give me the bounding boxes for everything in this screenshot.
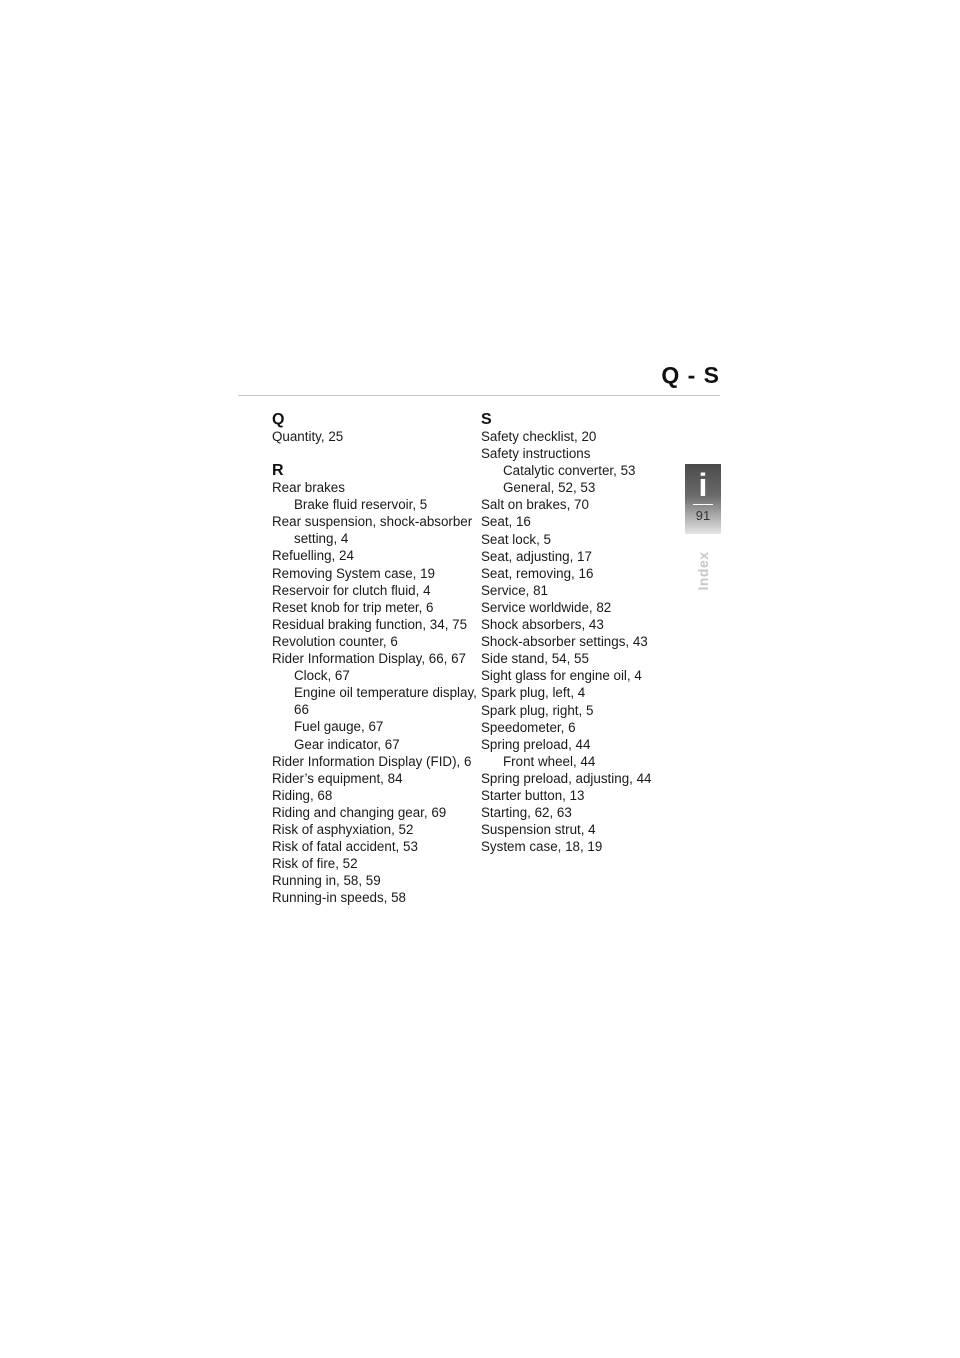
index-entry: Sight glass for engine oil, 4 bbox=[481, 668, 642, 684]
index-entry: Spark plug, left, 4 bbox=[481, 685, 586, 701]
index-subentry: Gear indicator, 67 bbox=[294, 736, 400, 752]
index-entry-continuation: setting, 4 bbox=[294, 531, 349, 547]
index-entry: Rider’s equipment, 84 bbox=[272, 770, 403, 786]
index-entry: Safety checklist, 20 bbox=[481, 429, 597, 444]
index-entry: System case, 18, 19 bbox=[481, 839, 603, 855]
index-entry: Risk of fire, 52 bbox=[272, 856, 358, 872]
index-entry: Risk of fatal accident, 53 bbox=[272, 839, 418, 855]
index-subentry: Fuel gauge, 67 bbox=[294, 719, 384, 735]
index-subentry: Catalytic converter, 53 bbox=[503, 463, 636, 479]
index-entry: Safety instructions bbox=[481, 446, 591, 462]
index-entry: Seat, adjusting, 17 bbox=[481, 548, 592, 564]
page-title: Q - S bbox=[661, 362, 720, 388]
index-entry: Removing System case, 19 bbox=[272, 565, 435, 581]
index-entry: Spring preload, adjusting, 44 bbox=[481, 770, 652, 786]
index-entry: Running-in speeds, 58 bbox=[272, 890, 406, 906]
page-number: 91 bbox=[695, 508, 711, 523]
index-subentry-continuation: 66 bbox=[294, 702, 309, 718]
info-icon: i bbox=[698, 467, 708, 503]
index-entry: Riding and changing gear, 69 bbox=[272, 804, 447, 820]
section-label bbox=[686, 548, 720, 594]
index-entry: Reservoir for clutch fluid, 4 bbox=[272, 582, 431, 598]
index-entry: Speedometer, 6 bbox=[481, 719, 576, 735]
index-entry: Revolution counter, 6 bbox=[272, 633, 398, 649]
index-entry: Seat lock, 5 bbox=[481, 531, 551, 547]
title-divider bbox=[238, 395, 720, 396]
index-entry: Quantity, 25 bbox=[272, 429, 344, 444]
index-section-tab bbox=[685, 464, 721, 534]
index-subentry: Engine oil temperature display, bbox=[294, 685, 477, 701]
index-entry: Service, 81 bbox=[481, 582, 548, 598]
index-letter-q: Q bbox=[272, 411, 285, 428]
index-column-right bbox=[481, 411, 681, 855]
index-entry: Side stand, 54, 55 bbox=[481, 651, 589, 667]
index-entry: Refuelling, 24 bbox=[272, 548, 354, 564]
index-entry: Salt on brakes, 70 bbox=[481, 497, 589, 513]
index-entry: Seat, 16 bbox=[481, 514, 531, 530]
index-entry: Reset knob for trip meter, 6 bbox=[272, 599, 434, 615]
index-entry: Rider Information Display (FID), 6 bbox=[272, 753, 472, 769]
index-entry: Suspension strut, 4 bbox=[481, 822, 596, 838]
index-subentry: Brake fluid reservoir, 5 bbox=[294, 497, 428, 513]
index-letter-r: R bbox=[272, 462, 284, 480]
index-entry: Running in, 58, 59 bbox=[272, 873, 381, 889]
index-entry: Rider Information Display, 66, 67 bbox=[272, 651, 467, 667]
index-entry: Risk of asphyxiation, 52 bbox=[272, 821, 414, 837]
index-entry: Spring preload, 44 bbox=[481, 736, 591, 752]
index-entry: Shock absorbers, 43 bbox=[481, 617, 604, 633]
index-entry: Residual braking function, 34, 75 bbox=[272, 616, 468, 632]
index-column-left bbox=[272, 411, 477, 906]
index-subentry: Clock, 67 bbox=[294, 668, 350, 684]
tab-divider bbox=[693, 504, 713, 505]
index-subentry: Front wheel, 44 bbox=[503, 753, 596, 769]
index-entry: Spark plug, right, 5 bbox=[481, 702, 594, 718]
index-entry: Starter button, 13 bbox=[481, 787, 585, 803]
index-entry: Starting, 62, 63 bbox=[481, 805, 572, 821]
section-label-text: Index bbox=[695, 551, 711, 591]
index-entry: Service worldwide, 82 bbox=[481, 599, 612, 615]
index-entry: Riding, 68 bbox=[272, 787, 333, 803]
index-letter-s: S bbox=[481, 411, 492, 428]
index-entry: Rear suspension, shock-absorber bbox=[272, 514, 473, 530]
index-entry: Shock-absorber settings, 43 bbox=[481, 634, 648, 650]
index-entry: Seat, removing, 16 bbox=[481, 565, 594, 581]
index-entry: Rear brakes bbox=[272, 480, 345, 496]
index-subentry: General, 52, 53 bbox=[503, 480, 596, 496]
